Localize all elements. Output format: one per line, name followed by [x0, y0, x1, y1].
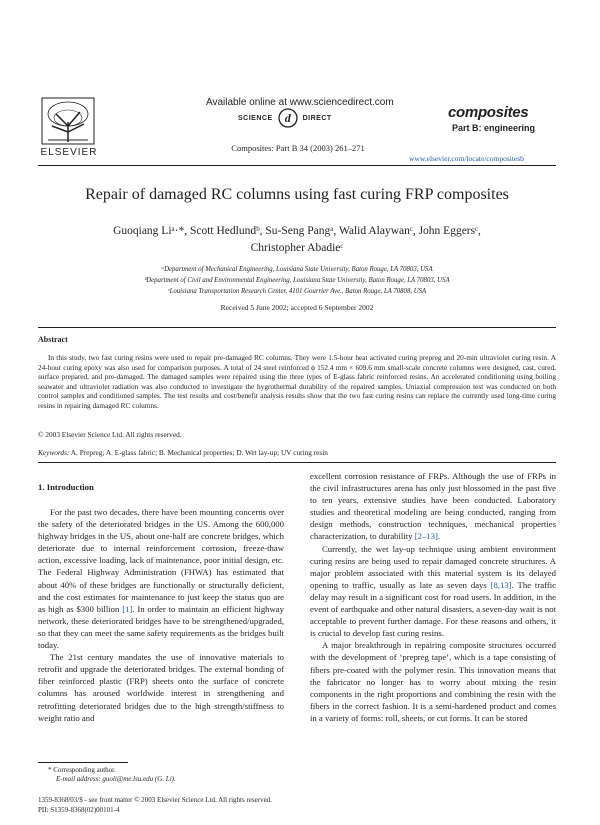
- copyright-notice: © 2003 Elsevier Science Ltd. All rights reserved.: [38, 430, 182, 439]
- pii-line: PII: S1359-8368(02)00101-4: [38, 806, 120, 814]
- sciencedirect-d-icon: [277, 107, 299, 129]
- footnote-divider: [38, 762, 128, 763]
- header-divider: [38, 165, 556, 166]
- left-paragraph-2: The 21st century mandates the use of innovative materials to retrofit and upgrade the deteriorated bridges. The external bonding of fiber reinforced plastic (FRP) sheets onto the surface of concrete columns has aroused worldwide interest in strengthening and retrofitting deteriorated bridges due to the high strength/stiffness to weight ratio and: [38, 652, 284, 723]
- keywords-label: Keywords:: [38, 448, 70, 457]
- keywords: [38, 448, 328, 457]
- keywords-list: A. Prepreg; A. E-glass fabric; B. Mechanical properties; D. Wet lay-up; UV curing resin: [69, 448, 328, 457]
- sd-left-text: SCIENCE: [238, 114, 273, 122]
- right-column: [310, 470, 556, 724]
- sciencedirect-logo: [238, 107, 363, 129]
- journal-logo: composites: [448, 104, 529, 121]
- footnote-email: E-mail address: guoli@me.lsu.edu (G. Li).: [56, 775, 176, 783]
- abstract-divider-top: [38, 327, 556, 328]
- svg-text:d: d: [284, 111, 291, 125]
- footnote: [48, 766, 176, 784]
- available-online-text[interactable]: Available online at www.sciencedirect.com: [206, 97, 394, 108]
- footnote-corresponding: * Corresponding author.: [48, 766, 116, 774]
- article-title: Repair of damaged RC columns using fast curing FRP composites: [85, 186, 509, 203]
- journal-subtitle: Part B: engineering: [452, 123, 536, 133]
- right-paragraph-1: excellent corrosion resistance of FRPs. Although the use of FRPs in the civil infrastructures arena has only just blossomed in the past five to ten years, extensive studies have been conducted. Laboratory studies and theoretical modeling are being conducted, ranging from design methods, construction techniques, mechanical properties characterization, to durability [2–13].: [310, 471, 556, 542]
- authors-line-1: Guoqiang Liᵃ·*, Scott Hedlundᵇ, Su-Seng Pangᵃ, Walid Alaywanᶜ, John Eggersᶜ,: [113, 225, 481, 237]
- affiliation-b: ᵇDepartment of Civil and Environmental Engineering, Louisiana State University, Baton Rouge, LA 70803, USA: [144, 277, 450, 284]
- authors-line-2: Christopher Abadieᶜ: [250, 242, 344, 254]
- received-dates: Received 5 June 2002; accepted 6 September 2002: [220, 303, 374, 312]
- abstract-text: In this study, two fast curing resins were used to repair pre-damaged RC columns. They were 1.5-hour heat activated curing prepreg and 20-min ultraviolet curing resin. A 24-hour curing epoxy was also used for comparison purposes. A total of 24 steel reinforced ϕ 152.4 mm × 609.6 mm small-scale concrete columns were designed, cast, cured, surface prepared, and pre-damaged. The damaged samples were repaired using the three types of E-glass fabric reinforced resins. An accelerated conditioning using boiling seawater and ultraviolet radiation was also conducted to investigate the hygrothermal durability of the repaired samples. Uniaxial compression test was conducted on both control samples and conditioned samples. The test results and cost/benefit analysis results show that the two fast curing resins can replace the currently used long-time curing resins in repairing damaged RC columns.: [38, 353, 556, 410]
- publisher-name: ELSEVIER: [40, 147, 98, 158]
- citation-link[interactable]: [2–13]: [414, 531, 438, 542]
- section-heading-introduction: 1. Introduction: [38, 482, 94, 492]
- issn-line: 1359-8368/03/$ - see front matter © 2003 Elsevier Science Ltd. All rights reserved.: [38, 796, 272, 804]
- journal-reference: Composites: Part B 34 (2003) 261–271: [231, 143, 365, 153]
- affiliation-c: ᶜLouisiana Transportation Research Center, 4101 Gourrier Ave., Baton Rouge, LA 70808, USA: [167, 288, 427, 295]
- affiliation-a: ᵃDepartment of Mechanical Engineering, Louisiana State University, Baton Rouge, LA 70803, USA: [161, 266, 433, 273]
- right-paragraph-3: A major breakthrough in repairing composite structures occurred with the development of ‘prepreg tape’, which is a tape consisting of fibers pre-coated with the polymer resin. This innovation means that the fabricator no longer has to worry about mixing the resin components in the right proportions and combining the resin with the fibers in the correct fashion. It is a semi-hardened product and comes in a variety of forms: roll, sheets, or cut forms. It can be stored: [310, 640, 556, 723]
- issn-block: [38, 795, 272, 815]
- journal-url-link[interactable]: www.elsevier.com/locate/compositesb: [409, 154, 524, 163]
- left-paragraph-1: For the past two decades, there have been mounting concerns over the safety of the deteriorated bridges in the US. Among the 600,000 highway bridges in the US, about one-half are concrete bridges, which deteriorate due to internal reinforcement corrosion, freeze-thaw action, excessive loading, lack of maintenance, poor initial design, etc. The Federal Highway Administration (FHWA) has estimated that about 40% of these bridges are functionally or structurally deficient, and the cost estimates for maintenance to just keep the status quo are as high as $300 billion [1]. In order to maintain an efficient highway network, these deteriorated bridges have to be strengthened/upgraded, so that they can meet the same safety requirements as the bridges built today.: [38, 507, 284, 651]
- sd-right-text: DIRECT: [302, 114, 332, 122]
- elsevier-tree-logo-icon: [38, 96, 98, 154]
- right-paragraph-2: Currently, the wet lay-up technique using ambient environment curing resins are being used to repair damaged concrete structures. A major problem associated with this material system is its delayed opening to traffic, usually as late as seven days [8,13]. The traffic delay may result in a significant cost for road users. In addition, in the event of earthquake and other natural disasters, a seven-day wait is not acceptable to prevent further damage. For these reasons and others, it is crucial to develop fast curing resins.: [310, 543, 556, 639]
- abstract-divider-bottom: [38, 462, 556, 463]
- citation-link[interactable]: [1]: [122, 603, 133, 614]
- left-column: [38, 506, 284, 724]
- abstract-heading: Abstract: [38, 335, 68, 344]
- citation-link[interactable]: [8,13]: [490, 579, 512, 590]
